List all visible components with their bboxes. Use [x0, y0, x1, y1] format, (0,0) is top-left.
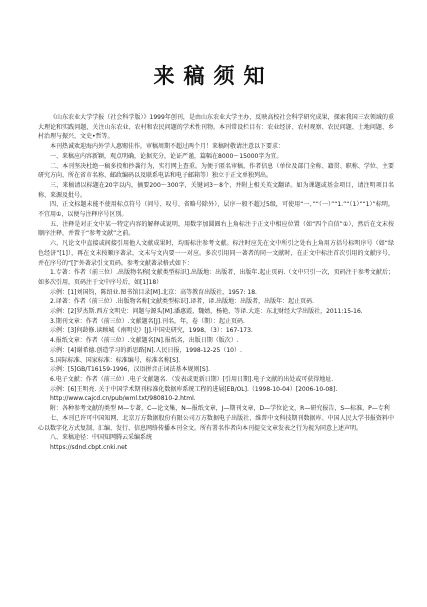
- rule-7: 七、本刊已许可中国知网、北京万方数据股份有限公司万方数据电子出版社、维普中文科技期刊数据库、中国人民大学书报资料中心以数字化方式复制、汇编、发行、信息网络传播本刊全文。所有署名作者向本刊提交文章发表之行为视为同意上述声明。: [38, 414, 394, 432]
- format-electronic: 6.电子文献：作者（前三位）.电子文献题名．（发表或更新日期）[引用日期].电子文献的出处或可获得地址.: [50, 375, 334, 383]
- welcome-paragraph: 本刊热诚欢迎海内外学人惠赐佳作，审稿周期不超过两个月！来稿时敬请注意以下要求：: [50, 143, 285, 151]
- rule-2: 二、本刊坚决杜绝一稿多投和抄袭行为，实行网上查重。为便于匿名审稿，作者信息（单位及部门全称、籍贯、职称、学位、主要研究方向、所在省市名称、邮政编码以及联系电话和电子邮箱等）独立于正文单独列出。: [38, 162, 394, 180]
- format-translation: 2.译著：作者（前三位）.出版物名称[文献类型标识].译者，译.出版地：出版者，出版年：起止页码.: [50, 298, 315, 306]
- rule-4: 四、正文标题未能不使用标点符号（问号、叹号、省略号除外），层序一般不超过5级，可使用“一、”“（一）”“1.”“（1）”“1）”标明，不宜用①，以便与注释序号区别。: [38, 201, 394, 219]
- format-electronic-example: 示例：[6]王明亮. 关于中国学术期刊标准化数据库系统工程的进展[EB/OL].（1998-10-04）[2006-10-08].: [50, 385, 338, 393]
- format-newspaper-example: 示例：[4]谢希德.创造学习的新思路[N].人民日报，1998-12-25（10）.: [50, 346, 242, 354]
- electronic-example-url: http://www.cajcd.cn/pub/wml.txt/980810-2.html.: [50, 395, 196, 403]
- format-monograph: 1.专著：作者（前三位）.出版物名称[文献类型标识].出版地：出版者，出版年.起止页码.（文中只引一次，页码注于参考文献后；如多次引用，页码注于文中序号后，如[1]18）: [38, 269, 394, 286]
- intro-paragraph: 《山东农业大学学报（社会科学版）》1999年创刊，是由山东农业大学主办，反映高校社会科学研究成果，探索我国三农领域的重大理论和实践问题，关注山东农业、农村和农民问题的学术性刊物。本刊常设栏目有：农业经济、农村观察、农民问题、土地问题、乡村治理与振兴、文史•哲等。: [38, 114, 394, 141]
- rule-1: 一、来稿应内容新颖，观点明确，论据充分，论证严谨，篇幅在8000～15000字为宜。: [50, 152, 283, 160]
- format-newspaper: 4.报纸文章：作者（前三位）.文献题名[N].报纸名，出版日期（版次）.: [50, 337, 239, 345]
- rule-8: 八、来稿途径：中国知网腾云采编系统: [50, 434, 153, 442]
- format-translation-example: 示例：[2]罗杰斯.西方文明史：问题与源头[M].潘惠霞，魏婧，杨艳，等译.大连：东北财经大学出版社，2011:15-16.: [50, 308, 363, 316]
- notice-body: [38, 113, 394, 453]
- format-monograph-example: 示例：[1]刘国钧，陈绍业.图书馆目录[M].北京：高等教育出版社，1957: 18.: [50, 288, 257, 296]
- reference-type-codes: 附：各种参考文献的类型 M—专著，C—论文集，N—报纸文章，J—期刊文章，D—学位论文，R—研究报告，S—标准，P—专利: [50, 405, 390, 413]
- submission-site-link[interactable]: https://sdnd.cbpt.cnki.net: [50, 443, 128, 451]
- rule-6: 六、凡论文中直接或间接引用他人文献成果时，均需标注参考文献。标注时应先在文中所引之处右上角用方括号标明序号（如“绿色经济”[1]），再在文末按顺序著录，文末与文内要一一对应。多次引用同一著者的同一文献时，在正文中标注首次引用的文献序号，并在序号的“[]”外著录引文页码。参考文献著录格式如下：: [38, 240, 394, 267]
- rule-5: 五、注释是对正文中某一特定内容的解释或说明，用数字加圆圈右上角标注于正文中相应位置（如“四个自信”①），然后在文末按顺序注释，并置于“参考文献”之前。: [38, 220, 394, 238]
- format-standard: 5.国际标准、国家标准：标准编号，标准名称[S].: [50, 356, 181, 364]
- rule-3: 三、来稿请以标题在20字以内，摘要200～300字，关键词3～8个，并附上相关英文翻译。如为课题或基金项目，请注明项目名称、来源及批号。: [38, 181, 394, 199]
- page-title: 来稿须知: [153, 63, 274, 88]
- format-journal: 3.期刊文章：作者（前三位）.文献题名[J].刊名，年，卷（期）：起止页码.: [50, 317, 245, 325]
- format-standard-example: 示例：[5]GB/T16159-1996，汉语拼音正词法基本规则[S].: [50, 366, 210, 374]
- format-journal-example: 示例：[3]何龄修.读顾城《南明史》[J].中国史研究，1998，（3）：167-173.: [50, 327, 253, 335]
